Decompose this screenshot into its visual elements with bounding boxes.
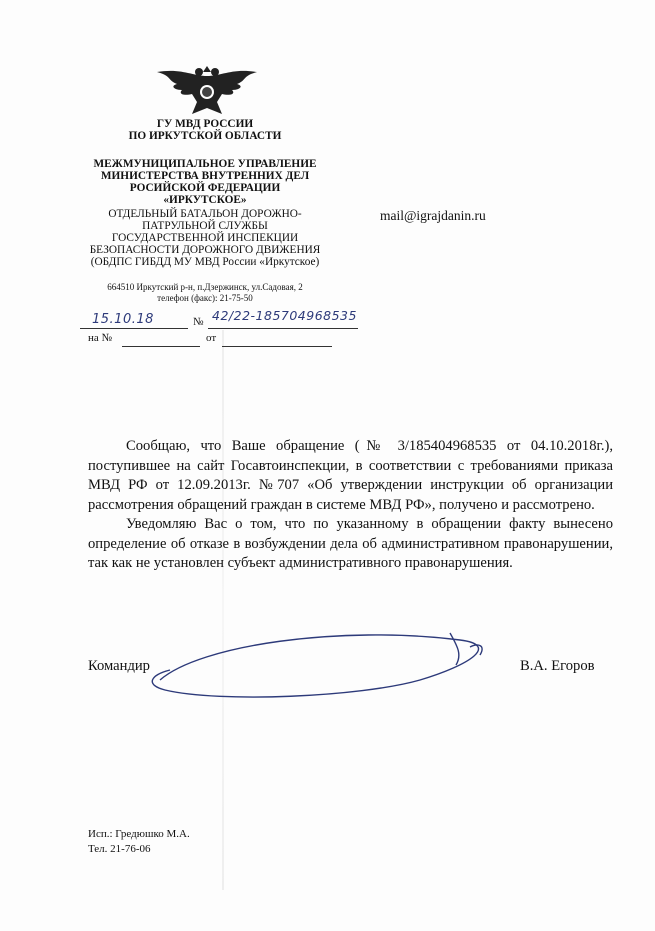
date-underline — [80, 328, 188, 329]
executor-phone: Тел. 21-76-06 — [88, 843, 151, 855]
unit-line: (ОБДПС ГИБДД МУ МВД России «Иркутское) — [90, 256, 320, 268]
address-line: 664510 Иркутский р-н, п.Дзержинск, ул.Садовая, 2 — [107, 282, 303, 292]
unit-line: ОТДЕЛЬНЫЙ БАТАЛЬОН ДОРОЖНО- — [108, 208, 302, 220]
unit-name — [70, 208, 340, 268]
phone-line: телефон (факс): 21-75-50 — [157, 293, 253, 303]
unit-line: БЕЗОПАСНОСТИ ДОРОЖНОГО ДВИЖЕНИЯ — [89, 244, 321, 256]
executor: Исп.: Гредюшко М.А. — [88, 828, 190, 840]
double-headed-eagle-emblem-icon — [152, 58, 262, 118]
dept-line: «ИРКУТСКОЕ» — [163, 194, 247, 206]
unit-line: ГОСУДАРСТВЕННОЙ ИНСПЕКЦИИ — [111, 232, 299, 244]
from-underline — [222, 346, 332, 347]
from-label: от — [206, 332, 217, 344]
unit-line: ПАТРУЛЬНОЙ СЛУЖБЫ — [142, 220, 268, 232]
in-reply-underline — [122, 346, 200, 347]
handwritten-signature — [140, 625, 500, 705]
signer-name: В.А. Егоров — [520, 658, 595, 674]
outgoing-date: 15.10.18 — [92, 312, 154, 327]
ministry-line-1: ГУ МВД РОССИИ — [156, 118, 254, 130]
paragraph-1: Сообщаю, что Ваше обращение (№ 3/185404968535 от 04.10.2018г.), поступившее на сайт Госавтоинспекции, в соответствии с требованиями приказа МВД РФ от 12.09.2013г. №707 «Об утверждении инструкции об организации рассмотрения обращений граждан в системе МВД РФ», получено и рассмотрено. — [88, 438, 613, 513]
signer-position: Командир — [88, 658, 150, 674]
ministry-name — [70, 118, 340, 142]
address-block — [70, 282, 340, 304]
number-label: № — [193, 316, 204, 328]
outgoing-number: 42/22-185704968535 — [212, 308, 357, 323]
letter-body — [88, 437, 613, 574]
dept-line: МИНИСТЕРСТВА ВНУТРЕННИХ ДЕЛ — [100, 170, 310, 182]
department-name — [70, 158, 340, 206]
page-fold-shadow — [222, 330, 224, 890]
in-reply-label: на № — [88, 332, 113, 344]
dept-line: МЕЖМУНИЦИПАЛЬНОЕ УПРАВЛЕНИЕ — [93, 158, 317, 170]
paragraph-2: Уведомляю Вас о том, что по указанному в обращении факту вынесено определение об отказе в возбуждении дела об административном правонарушении, так как не установлен субъект административного правонарушения. — [88, 516, 613, 571]
dept-line: РОСИЙСКОЙ ФЕДЕРАЦИИ — [129, 182, 281, 194]
recipient-email: mail@igrajdanin.ru — [380, 208, 486, 223]
number-underline — [208, 328, 358, 329]
ministry-line-2: ПО ИРКУТСКОЙ ОБЛАСТИ — [128, 130, 282, 142]
